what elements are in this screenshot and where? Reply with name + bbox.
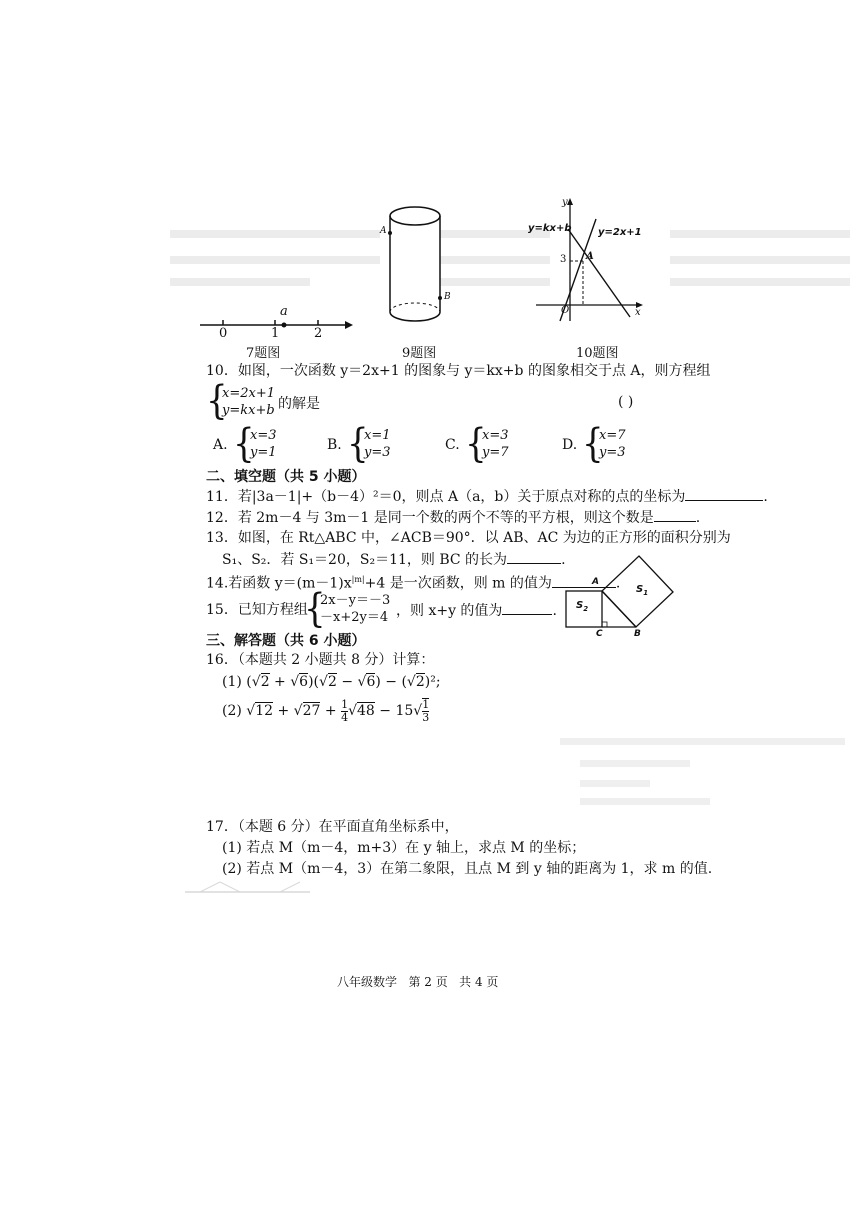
question-11 [206, 486, 768, 507]
line-label-2x-1: y=2x+1 [598, 227, 642, 238]
math-expression-2: √12 + √27 + $\frac{1}{4}$ √48 − 15√ $\frac{1}{3}$ [246, 697, 430, 724]
point-label-a: a [280, 304, 288, 319]
point-label-b: B [634, 629, 641, 639]
system-equation-top: x=2x+1 [222, 386, 275, 401]
question-11-text: 11．若|3a－1|+（b－4）²＝0，则点 A（a，b）关于原点对称的点的坐标为 [206, 489, 686, 505]
tick-label-2: 2 [314, 326, 323, 341]
question-13-text: S₁、S₂．若 S₁＝20，S₂＝11，则 BC 的长为 [222, 552, 508, 568]
question-13-line1: 13．如图，在 Rt△ABC 中，∠ACB＝90°．以 AB、AC 为边的正方形的面积分别为 [206, 530, 731, 546]
answer-blank[interactable] [685, 486, 763, 501]
brace-icon: { [465, 421, 487, 467]
question-10-tail: 的解是 [278, 396, 320, 412]
question-11-end: . [763, 489, 768, 505]
cylinder-diagram [378, 200, 468, 335]
y-value-label: 3 [560, 254, 567, 265]
tick-label-0: 0 [219, 326, 228, 341]
origin-label: O [561, 305, 570, 316]
question-15-end: . [552, 603, 557, 619]
point-label-c: C [596, 629, 603, 639]
option-c-top: x=3 [482, 428, 509, 443]
figure-10 [530, 195, 650, 325]
option-d-bottom: y=3 [599, 445, 626, 460]
option-c[interactable] [445, 421, 525, 467]
pythagoras-squares-diagram [560, 548, 700, 648]
area-label-s1: $S_1$ [636, 584, 649, 597]
system-equation-top: 2x－y＝－3 [320, 593, 391, 608]
option-b-top: x=1 [364, 428, 391, 443]
tick-label-1: 1 [271, 326, 280, 341]
point-label-a: A [592, 577, 599, 587]
line-label-kx-b: y=kx+b [528, 223, 572, 234]
system-equation-bottom: y=kx+b [222, 403, 275, 418]
answer-blank[interactable] [654, 507, 696, 522]
option-a[interactable] [213, 421, 293, 467]
question-10-system [206, 378, 406, 424]
question-16-part2 [222, 698, 429, 732]
math-expression-1: (√2 + √6)(√2 − √6) − (√2)²; [246, 674, 441, 690]
question-14-rest: +4 是一次函数，则 m 的值为 [364, 575, 552, 592]
option-a-bottom: y=1 [250, 445, 277, 460]
answer-paren: ( ) [618, 394, 634, 410]
bleed-through-shadow [170, 220, 860, 300]
question-15 [206, 586, 557, 632]
option-d-top: x=7 [599, 428, 626, 443]
section-2-heading: 二、填空题（共 5 小题） [206, 469, 366, 485]
brace-icon: { [582, 421, 604, 467]
question-12-end: . [695, 510, 701, 526]
section-3-heading: 三、解答题（共 6 小题） [206, 633, 366, 649]
brace-icon: { [347, 421, 369, 467]
system-equation-bottom: －x+2y＝4 [320, 610, 389, 625]
option-c-bottom: y=7 [482, 445, 509, 460]
question-17-part1: (1) 若点 M（m－4，m+3）在 y 轴上，求点 M 的坐标； [222, 840, 586, 856]
question-15-text: ，则 x+y 的值为 [396, 603, 503, 619]
figure-13 [560, 548, 700, 648]
question-16-part1 [222, 672, 441, 692]
part-label: (2) [222, 703, 242, 719]
option-a-label: A. [213, 437, 228, 453]
question-15-post [396, 600, 557, 621]
option-a-top: x=3 [250, 428, 277, 443]
brace-icon: { [206, 378, 228, 424]
point-label-a: A [586, 251, 594, 262]
question-16: 16．（本题共 2 小题共 8 分）计算： [206, 652, 435, 668]
x-axis-label: x [635, 307, 641, 318]
figure-7-caption: 7题图 [246, 346, 281, 361]
option-d-label: D. [562, 437, 578, 453]
brace-icon: { [233, 421, 255, 467]
question-17: 17．（本题 6 分）在平面直角坐标系中， [206, 819, 459, 835]
point-label-b: B [444, 292, 451, 302]
question-12-text: 12．若 2m－4 与 3m－1 是同一个数的两个不等的平方根，则这个数是 [206, 510, 654, 526]
question-13-end: . [561, 552, 566, 568]
question-14-text: 14.若函数 y＝(m－1)x [206, 575, 352, 592]
figure-9-caption: 9题图 [402, 346, 437, 361]
figure-10-caption: 10题图 [576, 346, 619, 361]
question-17-part2: (2) 若点 M（m－4，3）在第二象限，且点 M 到 y 轴的距离为 1，求 m 的值. [222, 861, 713, 877]
bleed-through-shadow-2 [560, 730, 850, 810]
option-d[interactable] [562, 421, 642, 467]
page-footer: 八年级数学 第 2 页 共 4 页 [337, 975, 499, 989]
question-10-line1: 10．如图，一次函数 y＝2x+1 的图象与 y＝kx+b 的图象相交于点 A，则方程组 [206, 363, 711, 379]
y-axis-label: y [562, 197, 568, 208]
option-b[interactable] [327, 421, 407, 467]
option-b-label: B. [327, 437, 342, 453]
option-b-bottom: y=3 [364, 445, 391, 460]
bleed-through-sketch [180, 880, 320, 905]
question-12 [206, 507, 700, 528]
answer-blank[interactable] [502, 600, 552, 615]
question-14-end: . [615, 575, 621, 592]
answer-blank[interactable] [507, 549, 561, 564]
brace-icon: { [304, 586, 326, 632]
option-c-label: C. [445, 437, 460, 453]
part-label: (1) [222, 674, 242, 690]
question-14-exponent: |m| [351, 575, 365, 584]
question-15-prefix: 15．已知方程组 [206, 602, 308, 618]
question-13-line2 [222, 549, 566, 570]
point-label-a: A [380, 226, 387, 236]
area-label-s2: $S_2$ [576, 600, 589, 613]
figure-9 [378, 200, 468, 335]
question-10-options [213, 421, 633, 467]
